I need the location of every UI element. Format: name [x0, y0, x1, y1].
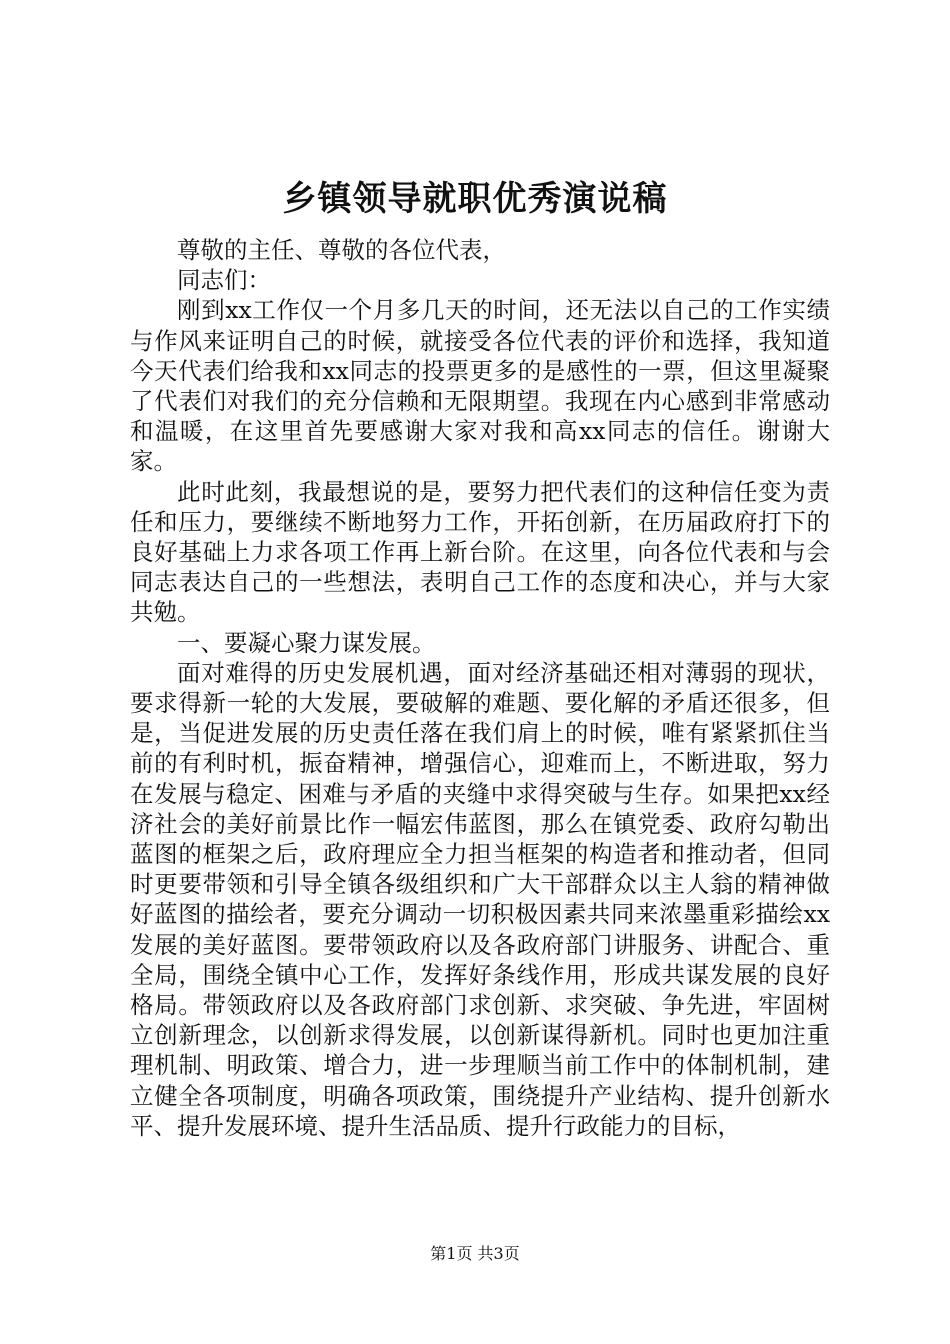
body-paragraph: 面对难得的历史发展机遇，面对经济基础还相对薄弱的现状，要求得新一轮的大发展，要破解的难题、要化解的矛盾还很多，但是，当促进发展的历史责任落在我们肩上的时候，唯有紧紧抓住当前的有利时机，振奋精神，增强信心，迎难而上，不断进取，努力在发展与稳定、困难与矛盾的夹缝中求得突破与生存。如果把xx经济社会的美好前景比作一幅宏伟蓝图，那么在镇党委、政府勾勒出蓝图的框架之后，政府理应全力担当框架的构造者和推动者，但同时更要带领和引导全镇各级组织和广大干部群众以主人翁的精神做好蓝图的描绘者，要充分调动一切积极因素共同来浓墨重彩描绘xx发展的美好蓝图。要带领政府以及各政府部门讲服务、讲配合、重全局，围绕全镇中心工作，发挥好条线作用，形成共谋发展的良好格局。带领政府以及各政府部门求创新、求突破、争先进，牢固树立创新理念，以创新求得发展，以创新谋得新机。同时也更加注重理机制、明政策、增合力，进一步理顺当前工作中的体制机制，建立健全各项制度，明确各项政策，围绕提升产业结构、提升创新水平、提升发展环境、提升生活品质、提升行政能力的目标，	[130, 658, 830, 1140]
document-title: 乡镇领导就职优秀演说稿	[282, 179, 668, 219]
section-heading: 一、要凝心聚力谋发展。	[177, 628, 436, 657]
body-paragraph: 此时此刻，我最想说的是，要努力把代表们的这种信任变为责任和压力，要继续不断地努力工作，开拓创新，在历届政府打下的良好基础上力求各项工作再上新台阶。在这里，向各位代表和与会同志表达自己的一些想法，表明自己工作的态度和决心，并与大家共勉。	[130, 477, 830, 627]
body-paragraph: 刚到xx工作仅一个月多几天的时间，还无法以自己的工作实绩与作风来证明自己的时候，就接受各位代表的评价和选择，我知道今天代表们给我和xx同志的投票更多的是感性的一票，但这里凝聚了代表们对我们的充分信赖和无限期望。我现在内心感到非常感动和温暖，在这里首先要感谢大家对我和高xx同志的信任。谢谢大家。	[130, 296, 830, 476]
salutation-line: 同志们：	[177, 266, 271, 295]
page-number: 第1页 共3页	[430, 1244, 520, 1263]
document-body	[130, 235, 830, 1141]
salutation-line: 尊敬的主任、尊敬的各位代表，	[177, 236, 506, 264]
